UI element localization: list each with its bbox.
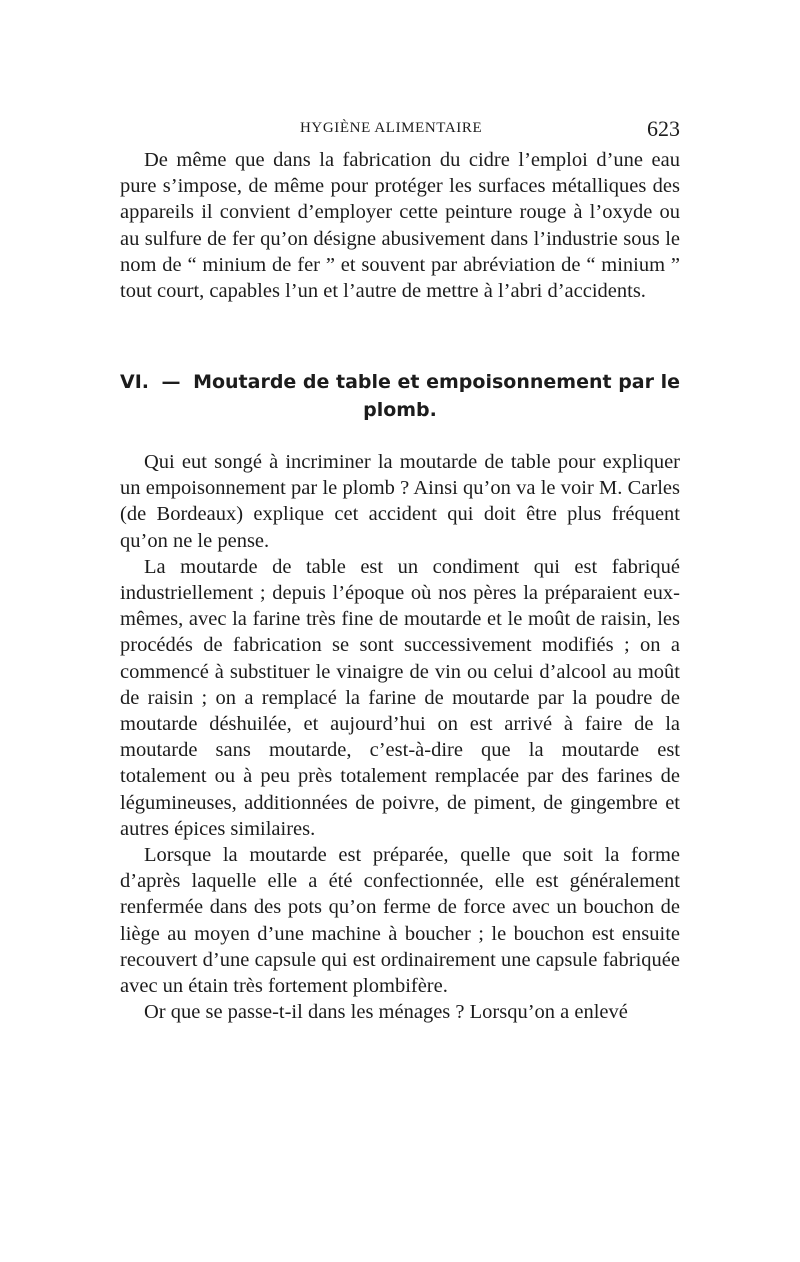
section-number: VI. (120, 371, 149, 393)
intro-text (120, 147, 680, 304)
paragraph: Or que se passe-t-il dans les ménages ? Lorsqu’on a enlevé (144, 1001, 628, 1024)
section-body (120, 449, 680, 1025)
running-head (120, 116, 680, 142)
running-title: HYGIÈNE ALIMENTAIRE (300, 120, 483, 136)
paragraph: Lorsque la moutarde est préparée, quelle que soit la forme d’après laquelle elle a été confectionnée, elle est généralement renfermée dans des pots qu’on ferme de force avec un bouchon de liège au moyen d’une machine à boucher ; le bouchon est ensuite recouvert d’une capsule qui est ordinairement une capsule fabriquée avec un étain très fortement plombifère. (120, 844, 680, 998)
section-heading-line-1 (120, 368, 680, 396)
paragraph: La moutarde de table est un condiment qui est fabriqué industriellement ; depuis l’époque où nos pères la préparaient eux-mêmes, avec la farine très fine de moutarde et le moût de raisin, les procédés de fabrication se sont successivement modifiés ; on a commencé à substituer le vinaigre de vin ou celui d’alcool au moût de raisin ; on a remplacé la farine de moutarde par la poudre de moutarde déshuilée, et aujourd’hui on est arrivé à faire de la moutarde sans moutarde, c’est-à-dire que la moutarde est totalement ou à peu près totalement remplacée par des farines de légumineuses, additionnées de poivre, de piment, de gingembre et autres épices similaires. (120, 555, 680, 840)
section-title-line-1: Moutarde de table et empoisonnement par le (193, 371, 680, 393)
section-title-line-2: plomb. (363, 399, 437, 421)
paragraph: Qui eut songé à incriminer la moutarde de table pour expliquer un empoisonnement par le plomb ? Ainsi qu’on va le voir M. Carles (de Bordeaux) explique cet accident qui doit être plus fréquent qu’on ne le pense. (120, 451, 680, 552)
section-dash: — (161, 371, 181, 393)
paragraph: De même que dans la fabrication du cidre l’emploi d’une eau pure s’impose, de même pour protéger les surfaces métalliques des appareils il convient d’employer cette peinture rouge à l’oxyde ou au sulfure de fer qu’on désigne abusivement dans l’industrie sous le nom de “ minium de fer ” et souvent par abréviation de “ minium ” tout court, capables l’un et l’autre de mettre à l’abri d’accidents. (120, 149, 680, 303)
page-number: 623 (647, 116, 680, 141)
section-heading (120, 368, 680, 424)
